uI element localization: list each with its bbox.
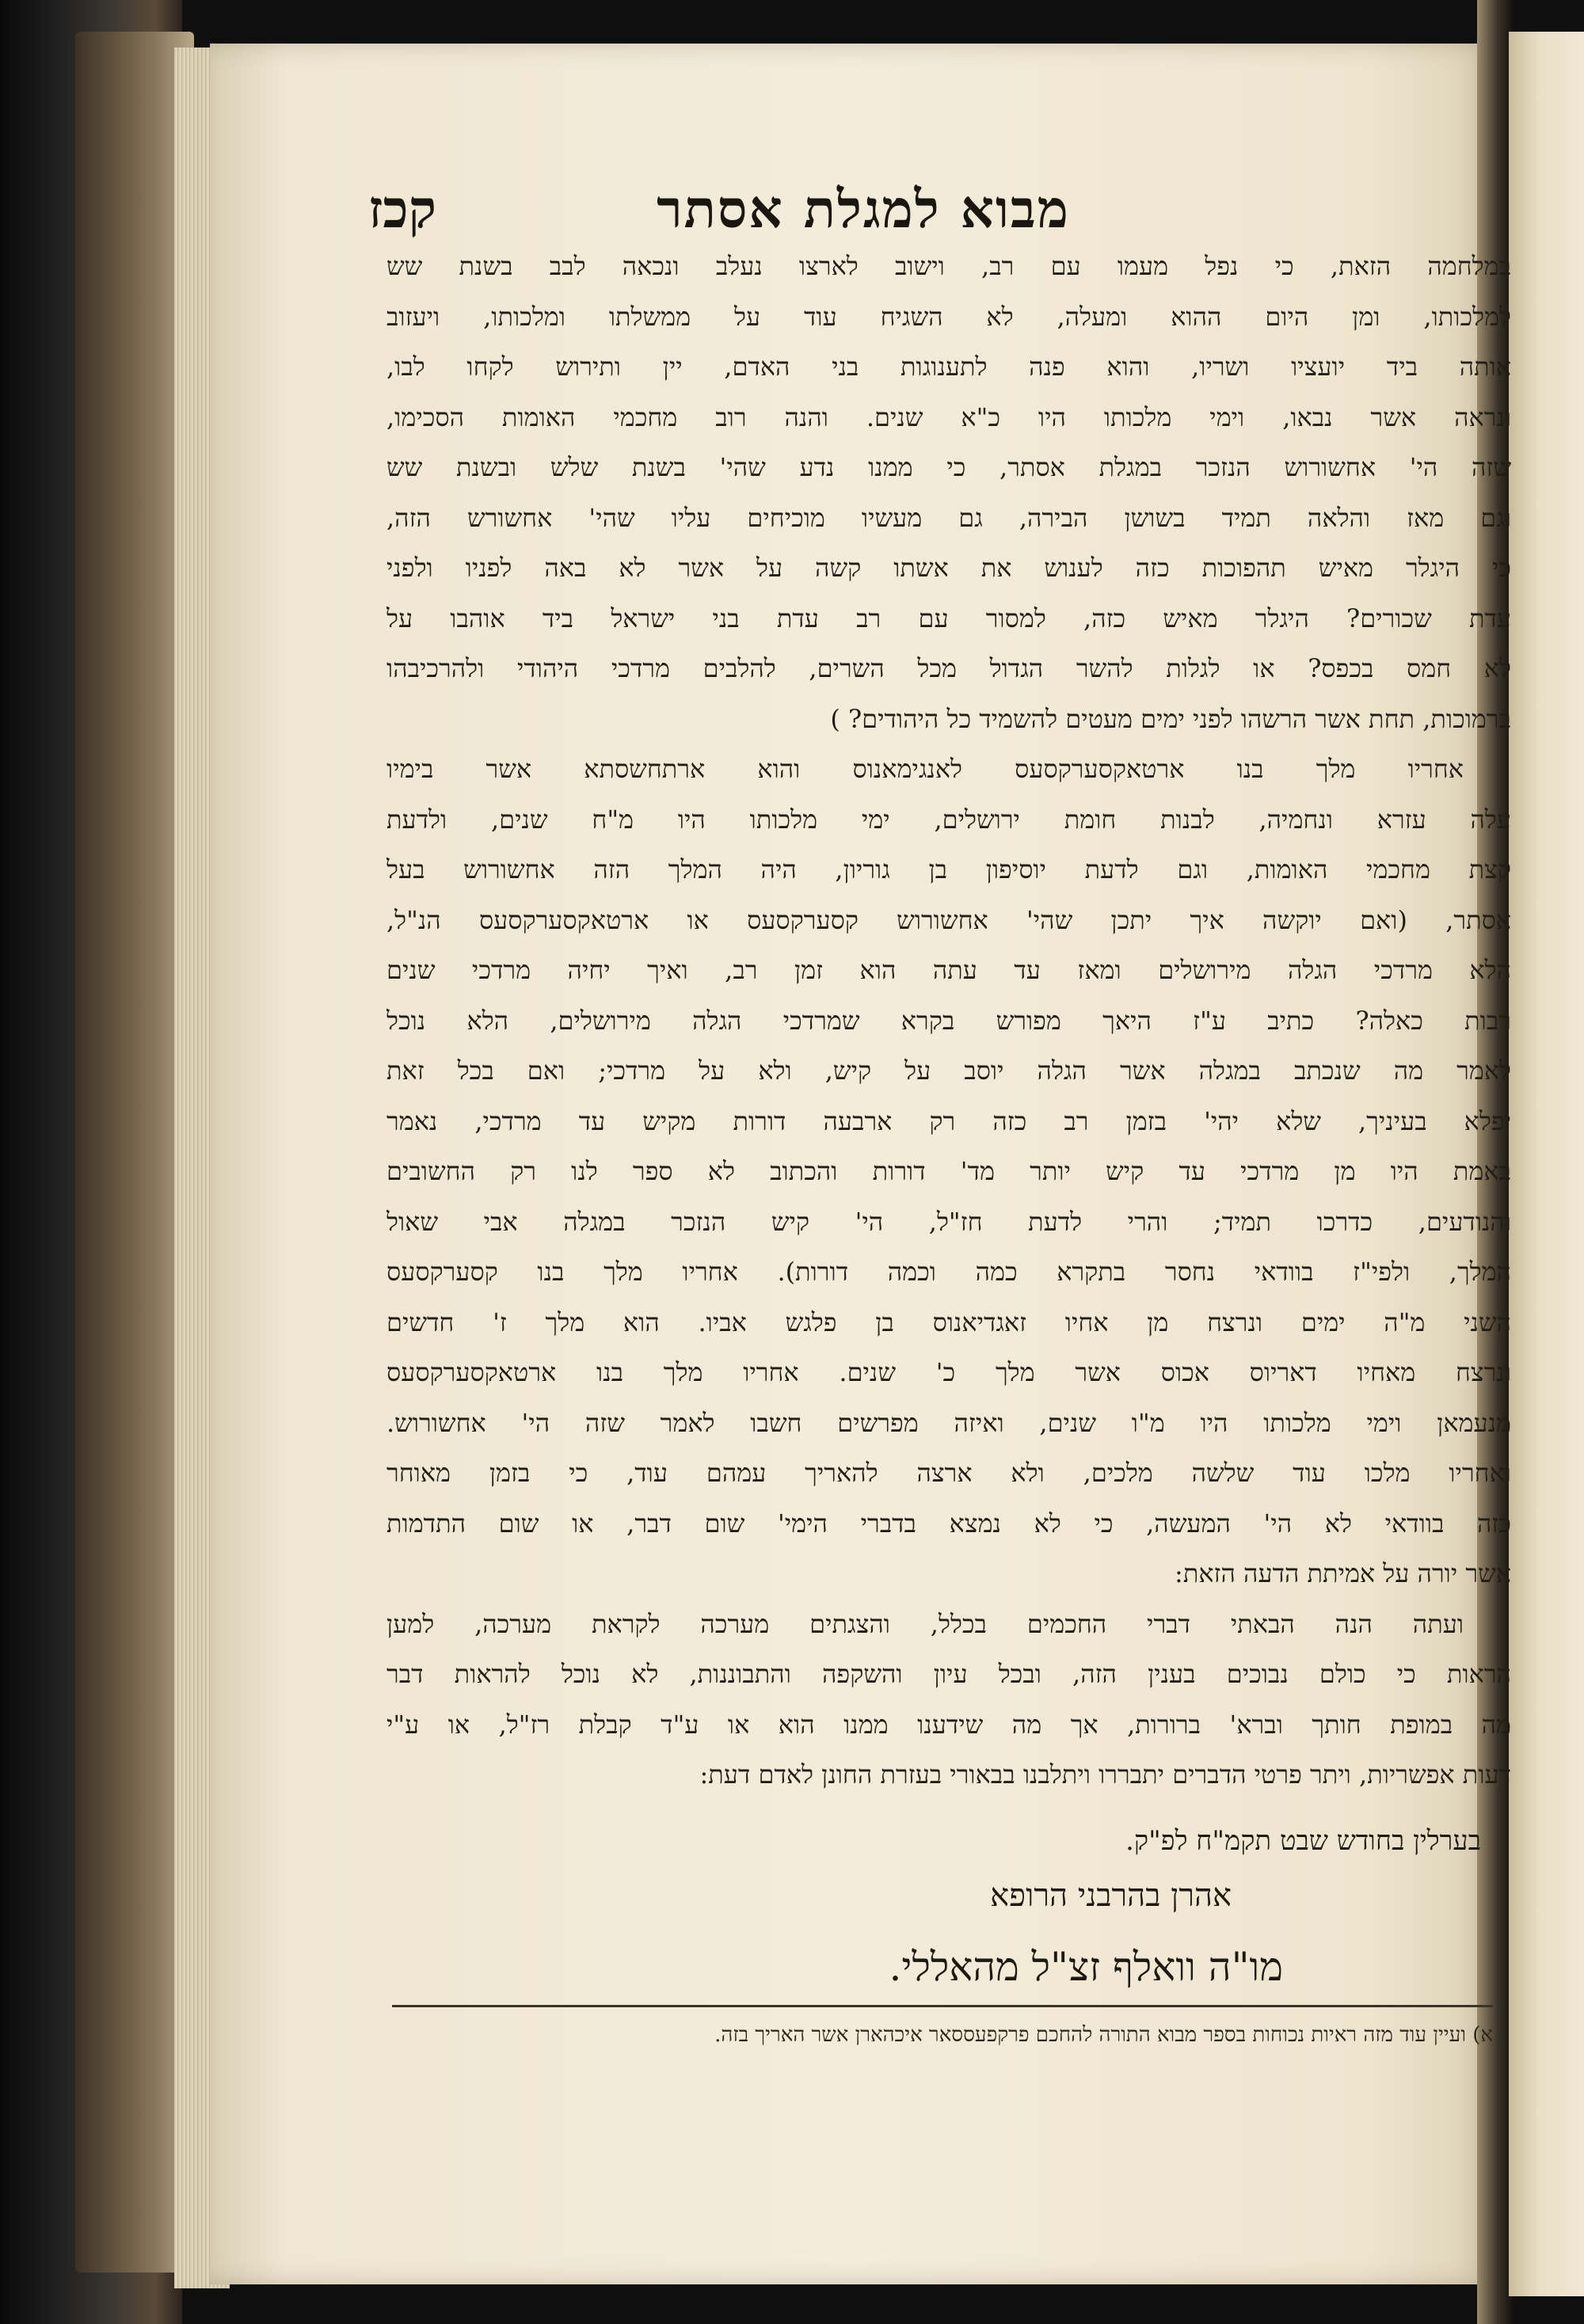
text-line: מה במופת חותך וברא' ברורות, אך מה שידענו ממנו הוא או ע"ד קבלת רז"ל, או ע"י bbox=[386, 1709, 1511, 1740]
text-line: אשר יורה על אמיתת הדעה הזאת: bbox=[1175, 1558, 1511, 1588]
text-line: והנודעים, כדרכו תמיד; והרי לדעת חז"ל, הי' קיש הנזכר במגלה אבי שאול bbox=[386, 1206, 1511, 1237]
text-line: אחריו מלך בנו ארטאקסערקסעס לאנגימאנוס והוא ארתחשסתא אשר בימיו bbox=[386, 754, 1464, 784]
text-line: השני מ"ה ימים ונרצח מן אחיו זאגדיאנוס בן פלגש אביו. הוא מלך ז' חדשים bbox=[386, 1307, 1511, 1337]
text-line: כזה בוודאי לא הי' המעשה, כי לא נמצא בדברי הימי' שום דבר, או שום התדמות bbox=[386, 1508, 1511, 1539]
text-line: לאמר מה שנכתב במגלה אשר הגלה יוסב על קיש, ולא על מרדכי; ואם בכל זאת bbox=[386, 1055, 1511, 1086]
text-line: שזה הי' אחשורוש הנזכר במגלת אסתר, כי ממנו נדע שהי' בשנת שלש ובשנת שש bbox=[386, 452, 1511, 482]
page-number: קכז bbox=[368, 178, 436, 240]
text-line: ברמוכות, תחת אשר הרשהו לפני ימים מעטים להשמיד כל היהודים? ) bbox=[830, 703, 1511, 734]
text-line: רבות כאלה? כתיב ע"ז היאך מפורש בקרא שמרדכי הגלה מירושלים, הלא נוכל bbox=[386, 1005, 1511, 1036]
signature-place-date: בערלין בחודש שבט תקמ"ח לפ"ק. bbox=[1125, 1825, 1481, 1857]
signature-name-line1: אהרן בהרבני הרופא bbox=[990, 1877, 1232, 1914]
text-line: וגם מאז והלאה תמיד בשושן הבירה, גם מעשיו מוכיחים עליו שהי' אחשורש הזה, bbox=[386, 502, 1511, 533]
text-line: הראות כי כולם נבוכים בענין הזה, ובכל עיון והשקפה והתבוננות, לא נוכל להראות דבר bbox=[386, 1659, 1511, 1689]
text-line: עדת שכורים? היגלר מאיש כזה, למסור עם רב עדת בני ישראל ביד אוהבו על bbox=[386, 603, 1511, 633]
text-line: ואחריו מלכו עוד שלשה מלכים, ולא ארצה להאריך עמהם עוד, כי בזמן מאוחר bbox=[386, 1458, 1511, 1488]
body-text bbox=[386, 242, 1511, 1801]
text-line: קצת מחכמי האומות, וגם לדעת יוסיפון בן גוריון, היה המלך הזה אחשורוש בעל bbox=[386, 854, 1511, 884]
text-line: אותה ביד יועציו ושריו, והוא פנה לתענוגות בני האדם, יין ותירוש לקחו לבו, bbox=[386, 352, 1511, 382]
text-line: עלה עזרא ונחמיה, לבנות חומת ירושלים, ימי מלכותו היו מ"ח שנים, ולדעת bbox=[386, 804, 1511, 835]
footnote: א) ועיין עוד מזה ראיות נכוחות בספר מבוא התורה להחכם פרקפעססאר איכהארן אשר האריך בזה. bbox=[714, 2023, 1493, 2047]
text-line: המלך, ולפי"ז בוודאי נחסר בתקרא כמה וכמה דורות). אחריו מלך בנו קסערקסעס bbox=[386, 1257, 1511, 1287]
text-line: באמת היו מן מרדכי עד קיש יותר מד' דורות והכתוב לא ספר לנו רק החשובים bbox=[386, 1156, 1511, 1186]
text-line: ונראה אשר נבאו, וימי מלכותו היו כ"א שנים. והנה רוב מחכמי האומות הסכימו, bbox=[386, 401, 1511, 432]
text-line: ועתה הנה הבאתי דברי החכמים בכלל, והצגתים מערכה לקראת מערכה, למען bbox=[386, 1608, 1464, 1639]
text-line: למלכותו, ומן היום ההוא ומעלה, לא השגיח עוד על ממשלתו ומלכותו, ויעזוב bbox=[386, 301, 1511, 332]
text-line: מנעמאן וימי מלכותו היו מ"ו שנים, ואיזה מפרשים חשבו לאמר שזה הי' אחשורוש. bbox=[386, 1407, 1511, 1438]
text-line: דעות אפשריות, ויתר פרטי הדברים יתבררו ויתלבנו בבאורי בעזרת החונן לאדם דעת: bbox=[699, 1759, 1511, 1790]
text-line: אסתר, (ואם יוקשה איך יתכן שהי' אחשורוש קסערקסעס או ארטאקסערקסעס הנ"ל, bbox=[386, 904, 1511, 935]
text-line: במלחמה הזאת, כי נפל מעמו עם רב, וישוב לארצו נעלב ונכאה לבב בשנת שש bbox=[386, 251, 1511, 281]
footnote-rule bbox=[392, 2005, 1493, 2007]
text-line: יפלא בעיניך, שלא יהי' בזמן רב כזה רק ארבעה דורות מקיש עד מרדכי, נאמר bbox=[386, 1105, 1511, 1136]
text-line: כי היגלר מאיש תהפוכות כזה לענוש את אשתו קשה על אשר לא באה לפניו ולפני bbox=[386, 553, 1511, 583]
text-line: לא חמס בכפס? או לגלות להשר הגדול מכל השרים, להלבים מרדכי היהודי ולהרכיבהו bbox=[386, 653, 1511, 683]
signature-name-line2: מו"ה וואלף זצ"ל מהאללי. bbox=[889, 1944, 1283, 1990]
text-line: ונרצח מאחיו דאריוס אכוס אשר מלך כ' שנים. אחריו מלך בנו ארטאקסערקסעס bbox=[386, 1357, 1511, 1387]
text-line: הלא מרדכי הגלה מירושלים ומאז עד עתה הוא זמן רב, ואיך יחיה מרדכי שנים bbox=[386, 955, 1511, 985]
running-head-title: מבוא למגלת אסתר bbox=[657, 178, 1070, 240]
facing-page-edge bbox=[1509, 32, 1584, 2296]
